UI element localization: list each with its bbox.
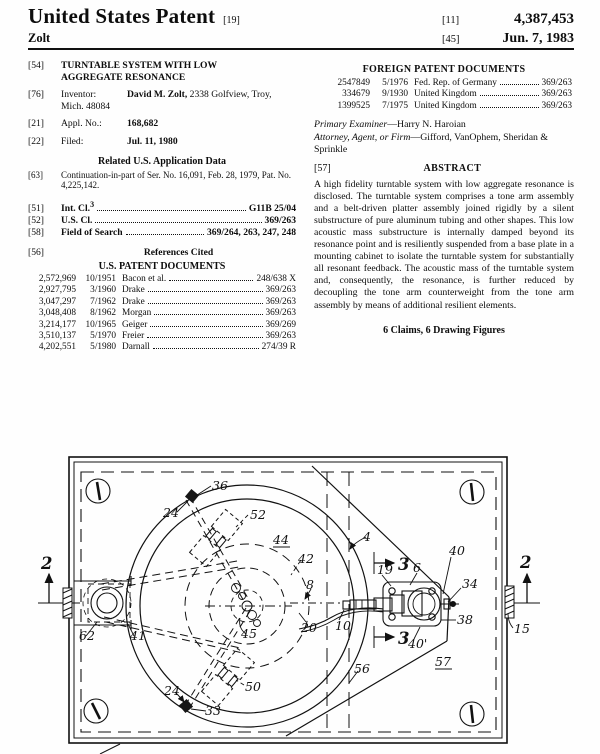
foreign-docs-heading: FOREIGN PATENT DOCUMENTS [362,64,526,75]
suspension-block-right [505,586,514,618]
figure-ref-label: 10 [335,618,351,633]
abstract-heading-row [314,163,574,174]
filed-label: Filed: [61,135,84,147]
int-cl-label: Int. Cl. [61,203,91,215]
table-row: 3,510,137 5/1970 Freier 369/263 [38,330,296,341]
figure-ref-label: 2 [41,554,53,573]
related-data-heading: Related U.S. Application Data [97,155,227,167]
figure-ref-label: 40 [449,543,465,558]
figure-ref-label: 33 [205,703,221,718]
kind-code-19: [19] [223,15,240,26]
field-code-58: [58] [28,227,44,239]
header-rule [28,48,574,50]
invention-title: TURNTABLE SYSTEM WITH LOW AGGREGATE RESONANCE [61,60,218,83]
field-code-22: [22] [28,135,44,147]
int-cl-value: G11B 25/04 [248,203,296,215]
figure-ref-label: 3 [398,555,410,574]
attorney-line [314,132,574,156]
leader-dots [95,222,261,223]
filed-row [28,136,296,148]
field-code-63: [63] [28,169,43,180]
abstract-text: A high fidelity turntable system with low aggregate resonance is disclosed. The turntable system comprises a tone arm assembly and a belt-driven platter assembly joined rigidly by a silent substructure of pure aluminum tubing and other shapes. This low acoustic mass substructure is internally damped beyond its resonance point and is resiliently suspended from a base plate in a mounting cabinet to isolate the turntable system for substantially all resonant feedback. The acoustic mass of the turntable system and, consequently, the resonance, is further reduced by decoupling the tone arm counterweight from the tone arm assembly by means of additional resilient elements. [314,178,574,311]
corner-screw-icons [84,479,484,726]
us-docs-heading: U.S. PATENT DOCUMENTS [98,260,226,272]
table-row: 1399525 7/1975 United Kingdom 369/263 [337,100,572,111]
us-cl-row [28,215,296,227]
figure-ref-label: 24 [164,683,180,698]
foreign-docs-table [314,78,574,112]
attorney-name: —Gifford, VanOphem, Sheridan & Sprinkle [314,132,549,155]
continuation-row [28,170,296,192]
references-cited-heading: References Cited [143,247,214,259]
figure-ref-label: 15 [514,621,530,636]
continuation-text: Continuation-in-part of Ser. No. 16,091, Feb. 28, 1979, Pat. No. 4,225,142. [61,169,291,191]
examiner-line [314,119,574,131]
table-row: 3,214,177 10/1965 Geiger 369/269 [38,319,296,330]
mounting-cabinet-outline [81,472,496,732]
field-of-search-row [28,227,296,239]
patent-header [28,4,574,47]
figure-ref-label: 45 [241,626,257,641]
inventor-row [28,89,296,112]
left-column [28,60,310,354]
figure-ref-label: 52 [250,507,266,522]
leader-dots [126,234,204,235]
field-code-56: [56] [28,247,44,259]
right-column [310,60,574,354]
patent-figure [0,450,600,754]
figure-ref-label: 8 [306,577,314,592]
figure-ref-label: 56 [354,661,370,676]
page-title: United States Patent [28,4,216,28]
references-cited-row [28,247,296,259]
table-row: 334679 9/1930 United Kingdom 369/263 [342,89,572,100]
abstract-heading: ABSTRACT [423,162,482,174]
field-code-51: [51] [28,203,44,215]
us-docs-table [28,274,296,354]
applicant-name: Zolt [28,31,51,45]
table-row: 2,927,795 3/1960 Drake 369/263 [38,285,296,296]
invention-title-row [28,60,296,83]
figure-ref-label: 57 [435,654,451,669]
field-code-57: [57] [314,162,331,174]
turntable-top-view-drawing [0,450,600,754]
examiner-name: —Harry N. Haroian [387,119,466,131]
int-cl-sup: 3 [90,200,95,210]
us-cl-label: U.S. Cl. [61,215,93,227]
figure-ref-label: 50 [245,679,261,694]
figure-ref-label: 44 [273,532,289,547]
attorney-label: Attorney, Agent, or Firm [314,132,411,144]
figure-ref-label: 40' [408,636,428,651]
classification-rows [28,199,296,239]
table-row: 4,202,551 5/1980 Darnall 274/39 R [38,342,296,353]
figure-ref-label: 38 [457,612,473,627]
table-row: 3,047,297 7/1962 Drake 369/263 [38,296,296,307]
us-cl-value: 369/263 [264,215,296,227]
table-row: 2547849 5/1976 Fed. Rep. of Germany 369/263 [337,78,572,88]
figure-ref-label: 24 [163,505,179,520]
figure-ref-label: 34 [462,576,478,591]
appl-no-label: Appl. No.: [61,118,102,130]
patent-number: 4,387,453 [514,11,574,27]
suspension-foot-top [190,509,243,566]
filed-value: Jul. 11, 1980 [127,135,178,147]
field-code-11: [11] [442,15,460,26]
figure-ref-label: 36 [212,478,228,493]
field-of-search-label: Field of Search [61,227,123,239]
field-code-54: [54] [28,60,44,71]
figure-ref-label: 4 [363,529,371,544]
inventor-name: David M. Zolt, [127,89,188,101]
leader-dots [97,210,246,211]
field-code-45: [45] [442,34,460,45]
figure-ref-label: 62 [79,628,95,643]
inventor-address: 2338 Golfview, Troy, Mich. 48084 [61,89,272,112]
figure-ref-label: 3 [398,629,410,648]
field-code-21: [21] [28,118,44,130]
rim-clamp-blocks [179,489,199,713]
issue-date: Jun. 7, 1983 [502,31,574,46]
table-row: 3,048,408 8/1962 Morgan 369/263 [38,308,296,319]
figure-ref-label: 42 [298,551,314,566]
int-cl-row [28,199,296,215]
suspension-block-left [63,588,72,618]
figure-ref-label: 2 [520,553,532,572]
claims-line: 6 Claims, 6 Drawing Figures [383,324,505,336]
appl-no-row [28,118,296,130]
field-code-76: [76] [28,89,44,101]
inventor-label: Inventor: [61,89,97,101]
figure-ref-label: 20 [301,620,317,635]
figure-ref-label: 41 [130,628,146,643]
field-code-52: [52] [28,215,44,227]
table-row: 2,572,969 10/1951 Bacon et al. 248/638 X [38,273,296,284]
figure-ref-label: 6 [413,560,421,575]
figure-ref-label: 19 [377,562,393,577]
suspension-foot-bottom [202,648,255,705]
figure-ref-labels [40,478,531,718]
appl-no-value: 168,682 [127,118,159,130]
field-of-search-value: 369/264, 263, 247, 248 [206,227,296,239]
motor-assembly [74,576,131,630]
examiner-label: Primary Examiner [314,119,388,131]
